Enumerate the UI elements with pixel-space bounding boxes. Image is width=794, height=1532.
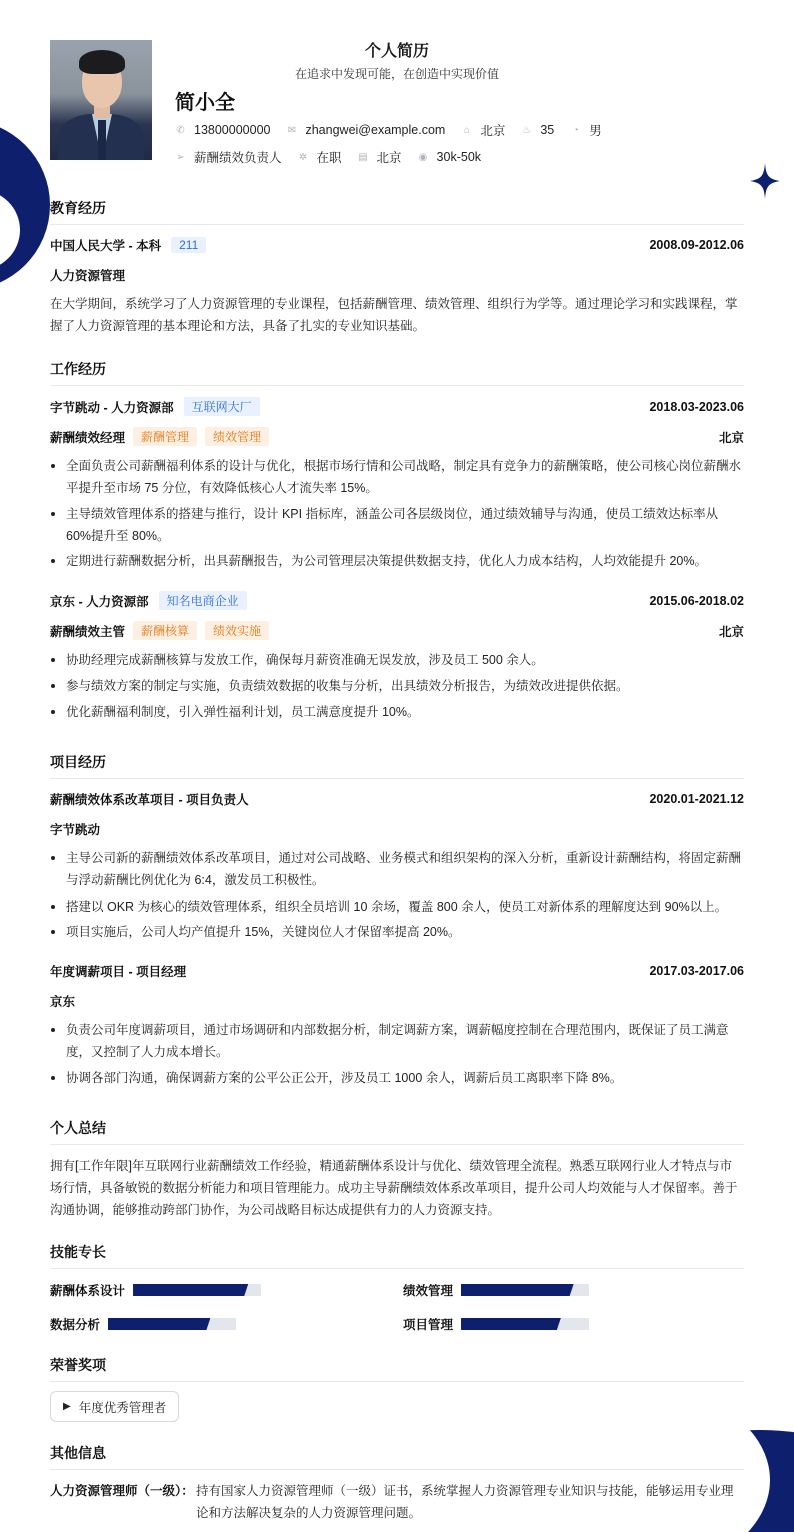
cake-icon: ♨ — [522, 124, 532, 136]
job-header — [50, 397, 744, 416]
location: 北京 — [480, 124, 506, 138]
building-icon: ▤ — [358, 151, 368, 163]
status-icon: ✲ — [298, 151, 308, 163]
skill-bar-fill — [133, 1284, 248, 1296]
project-name: 薪酬绩效体系改革项目 - 项目负责人 — [50, 793, 249, 807]
company-tag: 互联网大厂 — [184, 397, 260, 416]
job-intent-row — [175, 148, 497, 166]
certificate-description: 持有国家人力资源管理师（一级）证书，系统掌握人力资源管理专业知识与技能，能够运用专业理论和方法解决复杂的人力资源管理问题。 — [196, 1484, 734, 1520]
major-row — [50, 266, 744, 284]
gender-icon: ◔ — [572, 124, 579, 136]
salary-icon: ◉ — [418, 151, 428, 163]
triangle-right-icon: ▶ — [63, 1401, 71, 1412]
email-icon: ✉ — [287, 124, 297, 136]
send-icon: ➢ — [176, 151, 185, 163]
summary-text: 拥有[工作年限]年互联网行业薪酬绩效工作经验，精通薪酬体系设计与优化、绩效管理全流程。熟悉互联网行业人才特点与市场行情，具备敏锐的数据分析能力和项目管理能力。成功主导薪酬绩效体系改革项目，提升公司人均效能与人才保留率。善于沟通协调，能够推动跨部门协作，为公司战略目标达成提供有力的人力资源支持。 — [50, 1159, 738, 1217]
education-header — [50, 236, 744, 254]
certificate-label: 人力资源管理师（一级）： — [50, 1484, 194, 1498]
job-bullet: 主导绩效管理体系的搭建与推行，设计 KPI 指标库，涵盖公司各层级岗位，通过绩效辅导与沟通，使员工绩效达标率从 60%提升至 80%。 — [50, 503, 744, 547]
skill-name: 项目管理 — [403, 1318, 454, 1332]
employment-status: 在职 — [316, 151, 342, 165]
target-city: 北京 — [376, 151, 402, 165]
company-name: 京东 - 人力资源部 — [50, 594, 149, 609]
skill-item — [50, 1315, 236, 1333]
skill-item — [50, 1281, 261, 1299]
skill-tag: 薪酬核算 — [133, 621, 197, 640]
project-bullet: 协调各部门沟通，确保调薪方案的公平公正公开，涉及员工 1000 余人，调薪后员工离职率下降 8%。 — [50, 1067, 744, 1089]
candidate-name: 简小全 — [175, 92, 235, 114]
job-date: 2018.03-2023.06 — [649, 399, 744, 414]
skill-item — [403, 1281, 589, 1299]
education-date: 2008.09-2012.06 — [649, 238, 744, 252]
project-name: 年度调薪项目 - 项目经理 — [50, 965, 187, 979]
age: 35 — [540, 123, 555, 137]
skill-name: 数据分析 — [50, 1318, 101, 1332]
skill-tag: 绩效实施 — [205, 621, 269, 640]
skill-bar-fill — [461, 1318, 561, 1330]
project-org: 京东 — [50, 995, 76, 1009]
job-bullet: 优化薪酬福利制度，引入弹性福利计划，员工满意度提升 10%。 — [50, 701, 744, 723]
contact-info-row — [175, 121, 618, 139]
skill-name: 绩效管理 — [403, 1284, 454, 1298]
home-icon: ⌂ — [463, 124, 470, 136]
gender: 男 — [589, 124, 602, 138]
skill-item — [403, 1315, 589, 1333]
email-address: zhangwei@example.com — [305, 123, 446, 137]
job-bullet: 参与绩效方案的制定与实施，负责绩效数据的收集与分析，出具绩效分析报告，为绩效改进提供依据。 — [50, 675, 744, 697]
expected-salary: 30k-50k — [436, 150, 482, 164]
project-org-row — [50, 992, 744, 1010]
section-title-projects: 项目经历 — [50, 752, 744, 779]
project-bullet: 搭建以 OKR 为核心的绩效管理体系，组织全员培训 10 余场，覆盖 800 余人，使员工对新体系的理解度达到 90%以上。 — [50, 896, 744, 918]
job-bullet: 协助经理完成薪酬核算与发放工作，确保每月薪资准确无误发放，涉及员工 500 余人。 — [50, 649, 744, 671]
section-title-work: 工作经历 — [50, 359, 744, 386]
skill-bar — [133, 1284, 261, 1296]
job-role: 薪酬绩效经理 — [50, 430, 126, 445]
sparkle-star-icon — [750, 163, 780, 199]
skill-bar — [108, 1318, 236, 1330]
project-org-row — [50, 820, 744, 838]
section-title-honors: 荣誉奖项 — [50, 1355, 744, 1382]
education-description: 在大学期间，系统学习了人力资源管理的专业课程，包括薪酬管理、绩效管理、组织行为学等。通过理论学习和实践课程，掌握了人力资源管理的基本理论和方法，具备了扎实的专业知识基础。 — [50, 297, 738, 333]
project-date: 2020.01-2021.12 — [649, 792, 744, 806]
project-bullet: 负责公司年度调薪项目，通过市场调研和内部数据分析，制定调薪方案，调薪幅度控制在合理范围内，既保证了员工满意度，又控制了人力成本增长。 — [50, 1019, 744, 1063]
skill-bar-fill — [108, 1318, 210, 1330]
major: 人力资源管理 — [50, 269, 126, 283]
motto: 在追求中发现可能，在创造中实现价值 — [294, 67, 499, 81]
job-role-row — [50, 427, 744, 446]
job-city: 北京 — [718, 624, 744, 639]
job-bullet: 定期进行薪酬数据分析，出具薪酬报告，为公司管理层决策提供数据支持，优化人力成本结构，人均效能提升 20%。 — [50, 550, 744, 572]
job-city: 北京 — [718, 430, 744, 445]
company-tag: 知名电商企业 — [159, 591, 247, 610]
project-header — [50, 962, 744, 980]
project-header — [50, 790, 744, 808]
skill-bar — [461, 1318, 589, 1330]
skill-tag: 薪酬管理 — [133, 427, 197, 446]
skill-bar — [461, 1284, 589, 1296]
school-name: 中国人民大学 - 本科 — [50, 239, 162, 253]
job-date: 2015.06-2018.02 — [649, 593, 744, 608]
skill-name: 薪酬体系设计 — [50, 1284, 126, 1298]
job-role: 薪酬绩效主管 — [50, 624, 126, 639]
school-tag: 211 — [171, 237, 206, 253]
skill-bar-fill — [461, 1284, 574, 1296]
project-date: 2017.03-2017.06 — [649, 964, 744, 978]
company-name: 字节跳动 - 人力资源部 — [50, 400, 174, 415]
project-bullet: 主导公司新的薪酬绩效体系改革项目，通过对公司战略、业务模式和组织架构的深入分析，重新设计薪酬结构，将固定薪酬与浮动薪酬比例优化为 6:4，激发员工积极性。 — [50, 847, 744, 891]
phone-number: 13800000000 — [194, 123, 271, 137]
job-header — [50, 591, 744, 610]
project-org: 字节跳动 — [50, 823, 101, 837]
skill-tag: 绩效管理 — [205, 427, 269, 446]
project-bullet: 项目实施后，公司人均产值提升 15%，关键岗位人才保留率提高 20%。 — [50, 921, 744, 943]
section-title-skills: 技能专长 — [50, 1242, 744, 1269]
section-title-summary: 个人总结 — [50, 1118, 744, 1145]
section-title-education: 教育经历 — [50, 198, 744, 225]
award-item[interactable] — [50, 1391, 179, 1422]
section-title-other: 其他信息 — [50, 1443, 744, 1470]
job-bullet: 全面负责公司薪酬福利体系的设计与优化，根据市场行情和公司战略，制定具有竞争力的薪酬策略，使公司核心岗位薪酬水平提升至市场 75 分位，有效降低核心人才流失率 15%。 — [50, 455, 744, 499]
award-name: 年度优秀管理者 — [78, 1400, 167, 1415]
phone-icon: ✆ — [176, 124, 185, 136]
target-position: 薪酬绩效负责人 — [194, 151, 282, 165]
job-role-row — [50, 621, 744, 640]
document-title: 个人简历 — [364, 43, 429, 60]
